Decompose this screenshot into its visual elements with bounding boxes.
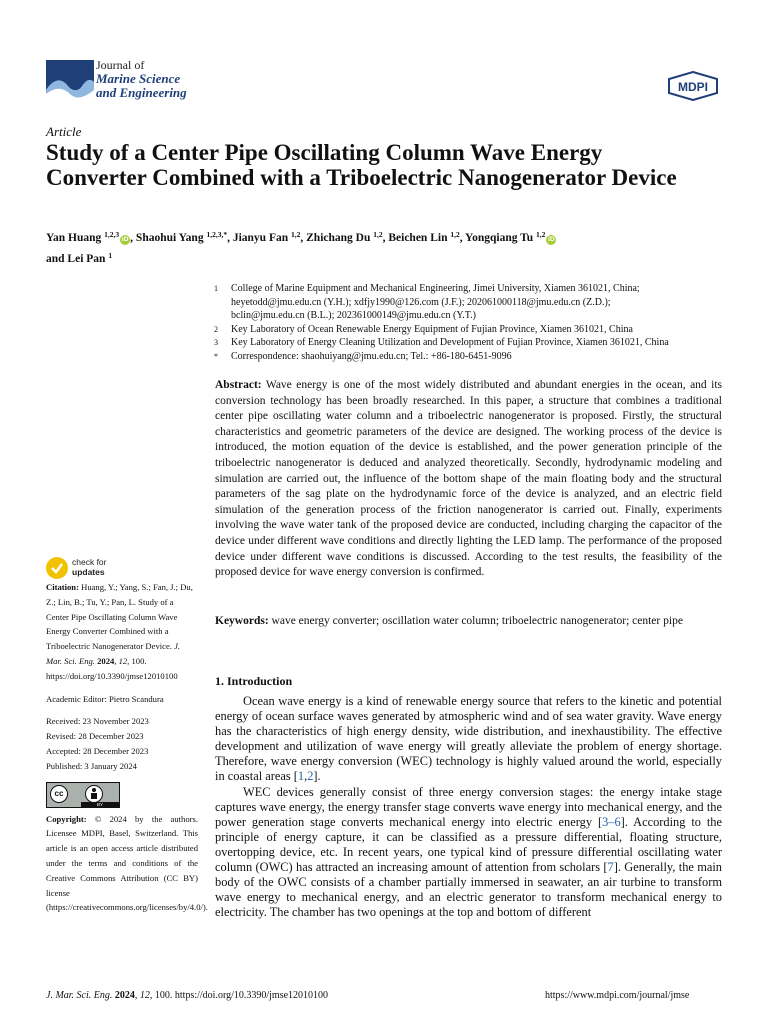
mdpi-logo-icon — [667, 71, 719, 101]
keywords — [215, 614, 722, 629]
citation-link[interactable]: 1 — [297, 769, 305, 784]
journal-name — [96, 58, 187, 100]
footer-doi[interactable]: , 100. https://doi.org/10.3390/jmse12010100 — [149, 990, 329, 1001]
check-updates-line2: updates — [72, 567, 105, 577]
paragraph-text: WEC devices generally consist of three energy conversion stages: the energy intake stage captures wave energy, the energy transfer stage converts wave energy into mechanical energy, and the power generation stage converts mechanical energy into electric energy [ — [215, 784, 722, 829]
abstract — [215, 378, 722, 581]
citation-link[interactable]: 7 — [607, 860, 614, 875]
paragraph-text: ]. According to the principle of energy capture, it can be classified as a pressure differential, floating structure, overtopping device, etc. In recent years, one typical kind of pressure differential oscillating water column (OWC) has attracted an increasing amount of attention from scholars [ — [215, 814, 722, 875]
article-type: Article — [46, 124, 82, 139]
affiliation-text: College of Marine Equipment and Mechanical Engineering, Jimei University, Xiamen 361021, China; heyetodd@jmu.edu.cn (Y.H.); xdfjy1990@126.com (J.F.); 202061000118@jmu.edu.cn (Z.D.); bclin@jmu.edu.cn (B.L.); 202361000149@jmu.edu.cn (Y.T.) — [231, 283, 640, 321]
copyright — [46, 812, 208, 916]
citation-link[interactable]: 3–6 — [602, 814, 621, 829]
publication-dates — [46, 714, 198, 773]
citation-label: Citation: — [46, 582, 79, 592]
publication-date: Accepted: 28 December 2023 — [46, 745, 149, 756]
orcid-icon[interactable]: iD — [121, 236, 129, 243]
paragraph-text: Ocean wave energy is a kind of renewable energy source that refers to the kinetic and potential energy of ocean surface waves generated by atmospheric wind and of sea water gravity. Wave energy has the characteristics of high energy density, wide distribution, and inexhaustibility. The effective development and utilization of wave energy will greatly alleviate the problem of energy shortage. Therefore, wave energy conversion (WEC) technology is highly valued around the world, especially in coastal areas [ — [215, 694, 722, 784]
keywords-label: Keywords: — [215, 615, 269, 627]
section-heading-introduction: 1. Introduction — [215, 674, 293, 688]
affiliation-item — [214, 336, 734, 350]
article-info-sidebar — [46, 580, 208, 915]
attribution-person-icon — [85, 785, 103, 803]
cc-by-license-icon[interactable] — [46, 782, 120, 808]
orcid-icon[interactable]: iD — [548, 236, 555, 243]
citation-link[interactable]: 2 — [307, 769, 314, 784]
paragraph-text: ]. Generally, the main body of the OWC consists of a chamber partially immersed in seawater, an air turbine to transform wave energy to mechanical energy, and an electric generator to transform mechanical energy to electricity. The chamber has two openings at the top and bottom of different — [215, 860, 722, 920]
citation-doi[interactable]: , 100. https://doi.org/10.3390/jmse12010100 — [46, 655, 178, 681]
author-affiliation-mark: 1,2 — [450, 230, 460, 239]
affiliation-mark: * — [214, 351, 218, 361]
keywords-text: wave energy converter; oscillation water column; triboelectric nanogenerator; center pipe — [271, 615, 683, 627]
affiliation-text: Key Laboratory of Ocean Renewable Energy Equipment of Fujian Province, Xiamen 361021, China — [231, 323, 633, 335]
intro-paragraph-2 — [215, 785, 722, 921]
publication-date: Published: 3 January 2024 — [46, 760, 137, 771]
cc-by-label: BY — [81, 802, 119, 807]
citation-journal: J. Mar. Sci. Eng. — [46, 641, 181, 666]
journal-name-line2: Marine Science — [96, 71, 181, 86]
check-for-updates-icon — [46, 557, 68, 579]
author-name[interactable]: Yan Huang — [46, 232, 105, 244]
author-name[interactable]: Yongqiang Tu — [465, 232, 537, 244]
author-name[interactable]: and Lei Pan — [46, 253, 109, 265]
affiliation-item — [214, 350, 734, 364]
author-affiliation-mark: 1,2,3,* — [206, 230, 228, 239]
affiliation-item — [214, 282, 734, 323]
citation-year: 2024 — [97, 655, 115, 666]
journal-logo-icon — [46, 60, 94, 104]
abstract-text: Wave energy is one of the most widely distributed and abundant energies in the ocean, and its conversion technology has been broadly researched. In this paper, a structure that combines a traditional center pipe oscillating water column and a triboelectric nanogenerator is proposed. Firstly, the structural characteristics and geometric parameters of the device are designed. The working process of the device is introduced, the motion equation of the device is established, and the power generation principle of the triboelectric nanogenerator is deduced and analyzed theoretically. Secondly, hydrodynamic modeling and simulation are carried out, the influence of the bottom shape of the main floating body and the structural parameters of the sag plate on the hydrodynamic force of the device is analyzed, and an electric field simulation of the generation process of the friction nanogenerator is carried out. Finally, experiments involving the wave water tank of the proposed device are conducted, including charging the capacitor of the device under different wave conditions and directly lighting the LED lamp. The performance of the proposed device under different wave conditions is discussed. According to the test results, the feasibility of the proposed device for wave energy conversion is confirmed. — [215, 379, 723, 579]
author-affiliation-mark: 1,2,3 — [104, 230, 120, 239]
copyright-text: © 2024 by the authors. Licensee MDPI, Basel, Switzerland. This article is an open access article distributed under the terms and conditions of the Creative Commons Attribution (CC BY) license (https://creativecommons.org/licenses/by/4.0/). — [46, 813, 208, 913]
introduction-body — [215, 694, 722, 920]
author-name[interactable]: Shaohui Yang — [135, 232, 207, 244]
author-name[interactable]: Jianyu Fan — [232, 232, 291, 244]
check-updates-line1: check for — [72, 557, 107, 567]
abstract-label: Abstract: — [215, 379, 262, 391]
author-name[interactable]: Beichen Lin — [388, 232, 451, 244]
footer-volume: 12 — [139, 990, 150, 1001]
affiliation-mark: 2 — [214, 324, 218, 334]
affiliation-text: Correspondence: shaohuiyang@jmu.edu.cn; Tel.: +86-180-6451-9096 — [231, 350, 512, 362]
author-list: Yan Huang $^{1,2,3}$iD , Shaohui Yang $^{1,2,3,*}$, Jianyu Fan $^{1,2}$, Zhichang Du $^{1,2}$, Beichen Lin $^{1,2}$, Yongqiang Tu $^{1,2}$iD and Lei Pan $^1$ — [46, 230, 555, 265]
check-for-updates-button[interactable] — [46, 556, 136, 580]
cc-icon: cc — [50, 785, 68, 803]
citation-volume: 12 — [118, 655, 128, 666]
author-affiliation-mark: 1 — [108, 251, 113, 260]
affiliation-text: Key Laboratory of Energy Cleaning Utilization and Development of Fujian Province, Xiamen 361021, China — [231, 337, 669, 348]
footer-citation: J. Mar. Sci. Eng. 2024, 12, 100. https://doi.org/10.3390/jmse12010100 — [46, 990, 329, 1001]
footer-journal-url[interactable]: https://www.mdpi.com/journal/jmse — [545, 990, 690, 1001]
citation: Citation: Huang, Y.; Yang, S.; Fan, J.; Du, Z.; Lin, B.; Tu, Y.; Pan, L. Study of a Center Pipe Oscillating Column Wave Energy Converter Combined with a Triboelectric Nanogenerator Device. J. Mar. Sci. Eng. 2024, 12, 100. https://doi.org/10.3390/jmse12010100 — [46, 582, 193, 681]
author-affiliation-mark: 1,2 — [536, 230, 546, 239]
affiliation-mark: 3 — [214, 338, 218, 347]
author-affiliation-mark: 1,2 — [291, 230, 301, 239]
paragraph-text: ]. — [313, 769, 321, 784]
affiliations — [214, 282, 734, 363]
academic-editor: Academic Editor: Pietro Scandura — [46, 693, 164, 704]
citation-text: Huang, Y.; Yang, S.; Fan, J.; Du, Z.; Lin, B.; Tu, Y.; Pan, L. Study of a Center Pipe Oscillating Column Wave Energy Converter Combined with a Triboelectric Nanogenerator Device. — [46, 582, 193, 652]
copyright-label: Copyright: — [46, 813, 87, 824]
publication-date: Received: 23 November 2023 — [46, 716, 149, 727]
author-affiliation-mark: 1,2 — [373, 230, 383, 239]
journal-name-line3: and Engineering — [96, 85, 187, 100]
paper-title: Study of a Center Pipe Oscillating Column Wave Energy Converter Combined with a Triboelectric Nanogenerator Device — [46, 140, 677, 190]
footer-year: 2024 — [114, 990, 135, 1001]
publication-date: Revised: 28 December 2023 — [46, 731, 144, 742]
affiliation-mark: 1 — [214, 284, 218, 293]
mdpi-logo-text: MDPI — [678, 80, 708, 94]
author-name[interactable]: Zhichang Du — [306, 232, 374, 244]
intro-paragraph-1 — [215, 694, 722, 785]
paragraph-text: , — [304, 769, 308, 784]
journal-name-line1: Journal of — [96, 58, 145, 72]
affiliation-item — [214, 323, 734, 337]
footer-journal: J. Mar. Sci. Eng. — [46, 990, 113, 1001]
